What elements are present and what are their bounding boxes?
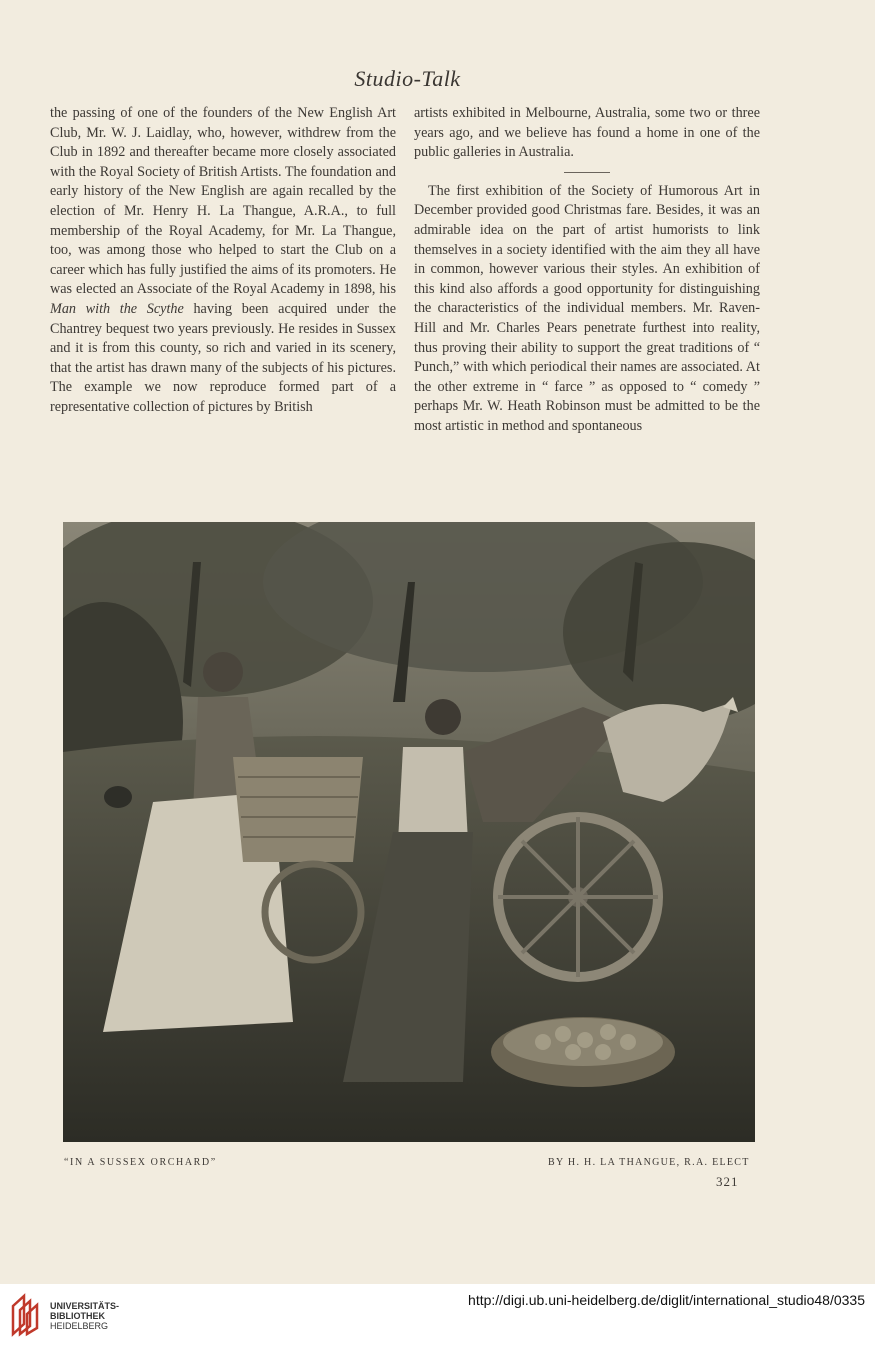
italic-painting-title: Man with the Scythe [50, 300, 184, 317]
permalink-url[interactable]: http://digi.ub.uni-heidelberg.de/diglit/international_studio48/0335 [468, 1292, 865, 1308]
orchard-painting-image [63, 522, 755, 1142]
figure-caption-credit: BY H. H. LA THANGUE, R.A. ELECT [548, 1157, 750, 1168]
right-column-paragraph-2: The first exhibition of the Society of Humorous Art in December provided good Christmas fare. Besides, it was an admirable idea on the part of artist humorists to link themselves in a society identified with the aim they all have in common, however various their styles. An exhibition of this kind also affords a good opportunity for distinguishing the characteristics of the individual members. Mr. Raven-Hill and Mr. Charles Pears penetrate furthest into reality, thus proving their ability to support the great traditions of “ Punch,” with which periodical their names are associated. At the other extreme in “ farce ” as opposed to “ comedy ” perhaps Mr. W. Heath Robinson must be admitted to be the most artistic in method and spontaneous [414, 182, 760, 434]
painting-reproduction [63, 522, 755, 1142]
library-name-line-3: HEIDELBERG [50, 1321, 109, 1331]
library-name-line-2: BIBLIOTHEK [50, 1311, 105, 1321]
left-column [50, 104, 396, 418]
library-name-line-1: UNIVERSITÄTS- [50, 1301, 120, 1311]
page-number: 321 [716, 1174, 739, 1189]
section-divider [564, 172, 610, 173]
left-column-paragraph [50, 104, 396, 418]
digital-library-footer [0, 1284, 875, 1346]
right-column [414, 104, 760, 437]
running-head: Studio-Talk [354, 66, 461, 91]
right-column-paragraph-1: artists exhibited in Melbourne, Australia, some two or three years ago, and we believe has found a home in one of the public galleries in Australia. [414, 105, 760, 161]
text-before-title: the passing of one of the founders of the New English Art Club, Mr. W. J. Laidlay, who, however, withdrew from the Club in 1892 and thereafter became more closely associated with the Royal Society of British Artists. The foundation and early history of the New English are again recalled by the election of Mr. Henry H. La Thangue, A.R.A., to full membership of the Royal Academy, for Mr. La Thangue, too, was among those who helped to start the Club on a career which has fully justified the aims of its promoters. He was elected an Associate of the Royal Academy in 1898, his [50, 105, 396, 298]
text-after-title: having been acquired under the Chantrey bequest two years previously. He resides in Sussex and it is from this county, so rich and varied in its scenery, that the artist has drawn many of the subjects of his pictures. The example we now reproduce formed part of a representative collection of pictures by British [50, 300, 396, 415]
figure-caption-title: “IN A SUSSEX ORCHARD” [64, 1157, 217, 1168]
library-name [50, 1301, 119, 1331]
library-logo-icon [10, 1292, 44, 1338]
